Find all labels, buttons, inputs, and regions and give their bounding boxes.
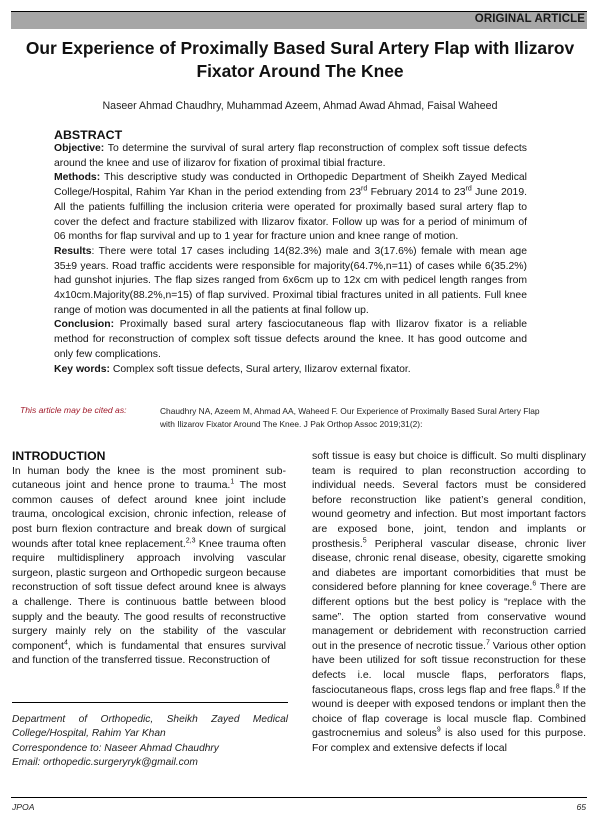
body-text: Peripheral vascular disease, chronic liver disease, chronic renal disease, obesity, cigarette smoking and diabetes are important comorbidities that must be considered before planning for knee coverage.	[312, 537, 586, 594]
abstract-heading: ABSTRACT	[54, 128, 123, 142]
body-text: There are different options but the best policy is “replace with the same”. The option started from conservative wound management or debridement with reconstruction carried out in the presence of necrotic tissue.	[312, 581, 587, 652]
abstract-keywords	[54, 363, 527, 378]
methods-text: June 2019. All the patients fulfilling the inclusion criteria were operated for proximally based sural artery flap to cover the defect and fracture stabilized with Ilizarov fixator. Follow up was for a period of minimum of 06 months for flap survival and up to 1 year for fracture union and knee range of motion.	[54, 187, 527, 243]
introduction-heading: INTRODUCTION	[12, 449, 106, 463]
keywords-text: Complex soft tissue defects, Sural artery, Ilizarov external fixator.	[110, 363, 411, 375]
section-header-bar	[11, 11, 587, 29]
reference-marker: 5	[362, 537, 367, 545]
body-text: is also used for this purpose. For complex and extensive defects if local	[312, 727, 586, 754]
body-text: , which is fundamental that ensures survival and function of the transferred tissue. Reconstruction of	[12, 639, 286, 667]
results-label: Results	[54, 245, 92, 257]
citation-label: This article may be cited as:	[20, 405, 127, 415]
author-affiliation	[12, 713, 288, 771]
keywords-label: Key words:	[54, 363, 111, 375]
conclusion-text: Proximally based sural artery fasciocutaneous flap with Ilizarov fixator is a reliable method for reconstruction of complex soft tissue defects around the knee. It has good outcome and only few complications.	[54, 319, 527, 360]
reference-marker: 8	[555, 683, 560, 690]
body-column-left	[12, 449, 286, 668]
ordinal-suffix: rd	[360, 185, 368, 193]
methods-text: February 2014 to 23	[367, 187, 466, 199]
methods-text: This descriptive study was conducted in Orthopedic Department of Sheikh Zayed Medical College/Hospital, Rahim Yar Khan in the period extending from 23	[54, 172, 527, 199]
author-list: Naseer Ahmad Chaudhry, Muhammad Azeem, Ahmad Awad Ahmad, Faisal Waheed	[102, 100, 498, 112]
reference-marker: 7	[485, 639, 490, 647]
reference-marker: 1	[230, 478, 235, 486]
objective-label: Objective:	[54, 143, 105, 154]
reference-marker: 4	[63, 639, 68, 647]
body-text: In human body the knee is the most prominent sub-cutaneous joint and hence prone to trauma.	[12, 464, 286, 492]
objective-text: To determine the survival of sural artery flap reconstruction of complex soft tissue defects around the knee and use of ilizarov for fixation of proximal tibial fracture.	[54, 143, 527, 169]
article-title	[20, 37, 580, 83]
footnote-divider	[12, 702, 288, 703]
abstract-results	[54, 245, 527, 319]
article-type-label: ORIGINAL ARTICLE	[474, 13, 585, 25]
introduction-paragraph	[12, 464, 286, 668]
introduction-paragraph-continued	[312, 449, 586, 755]
conclusion-label: Conclusion:	[54, 319, 115, 331]
affiliation-line-2: College/Hospital, Rahim Yar Khan	[12, 728, 166, 740]
body-text: If the wound is deeper with exposed tendons or implant then the choice of flap coverage is local muscle flap. Combined gastrocnemius and soleus	[312, 683, 587, 740]
citation-text	[160, 405, 590, 431]
correspondence-line: Correspondence to: Naseer Ahmad Chaudhry	[12, 742, 219, 754]
reference-marker: 6	[532, 580, 537, 588]
body-text: The most common causes of defect around knee joint include trauma, oncological excision, chronic infection, release of post burn flexion contracture and break down of surgical wounds after total knee replacement.	[12, 479, 286, 550]
title-line-1: Our Experience of Proximally Based Sural Artery Flap with Ilizarov	[25, 38, 575, 58]
abstract-conclusion	[54, 318, 527, 362]
body-text: Various other option have been utilized for soft tissue reconstruction for these defects i.e. local muscle flaps, perforators flaps, fasciocutaneous flaps, cross legs flap and free flaps.	[312, 639, 586, 696]
title-line-2: Fixator Around The Knee	[196, 61, 404, 81]
journal-abbreviation: JPOA	[12, 802, 35, 812]
citation-line-2: with Ilizarov Fixator Around The Knee. J Pak Orthop Assoc 2019;31(2):	[160, 419, 423, 429]
abstract-objective	[54, 142, 527, 171]
reference-marker: 9	[436, 726, 441, 734]
abstract-section	[54, 128, 527, 377]
body-column-right	[312, 449, 586, 755]
citation-line-1: Chaudhry NA, Azeem M, Ahmad AA, Waheed F. Our Experience of Proximally Based Sural Artery Flap	[160, 406, 540, 416]
email-line[interactable]: Email: orthopedic.surgeryryk@gmail.com	[12, 757, 198, 769]
footer-divider	[11, 797, 587, 798]
body-text: soft tissue is easy but choice is difficult. So multi displinary team is required to plan reconstruction according to individual needs. Several factors must be considered before reconstruction like patient’s general condition, wound geometry and infection. But most important factors are exposed bone, joint, tendon and implants or prosthesis.	[312, 450, 586, 550]
body-text: Knee trauma often require multidisplinery approach involving vascular surgeon, plastic surgeon and Orthopedic surgeon because reconstruction of soft tissue defect around knee is always a challenge. There is continuous battle between blood supply and the beauty. The good results of reconstructive surgery mainly rely on the stability of the vascular component	[12, 537, 286, 652]
abstract-methods	[54, 171, 527, 245]
affiliation-line-1: Department of Orthopedic, Sheikh Zayed Medical	[12, 714, 288, 725]
ordinal-suffix: rd	[465, 185, 472, 193]
page-number: 65	[576, 802, 586, 812]
methods-label: Methods:	[54, 172, 101, 184]
reference-marker: 2,3	[185, 537, 196, 545]
results-text: : There were total 17 cases including 14(82.3%) male and 3(17.6%) female with mean age 35±9 years. Road traffic accidents were responsible for majority(64.7%,n=11) of cases while 6(35.2%) had gunshot injuries. The flap sizes ranged from 6x6cm up to 12x cm with pedicel length ranges from 4x10cm.Majority(88.2%,n=15) of flap survived. Proximal tibial fractures united in all patients. Full knee range of motion was documented in all the patients at final follow up.	[54, 245, 527, 316]
